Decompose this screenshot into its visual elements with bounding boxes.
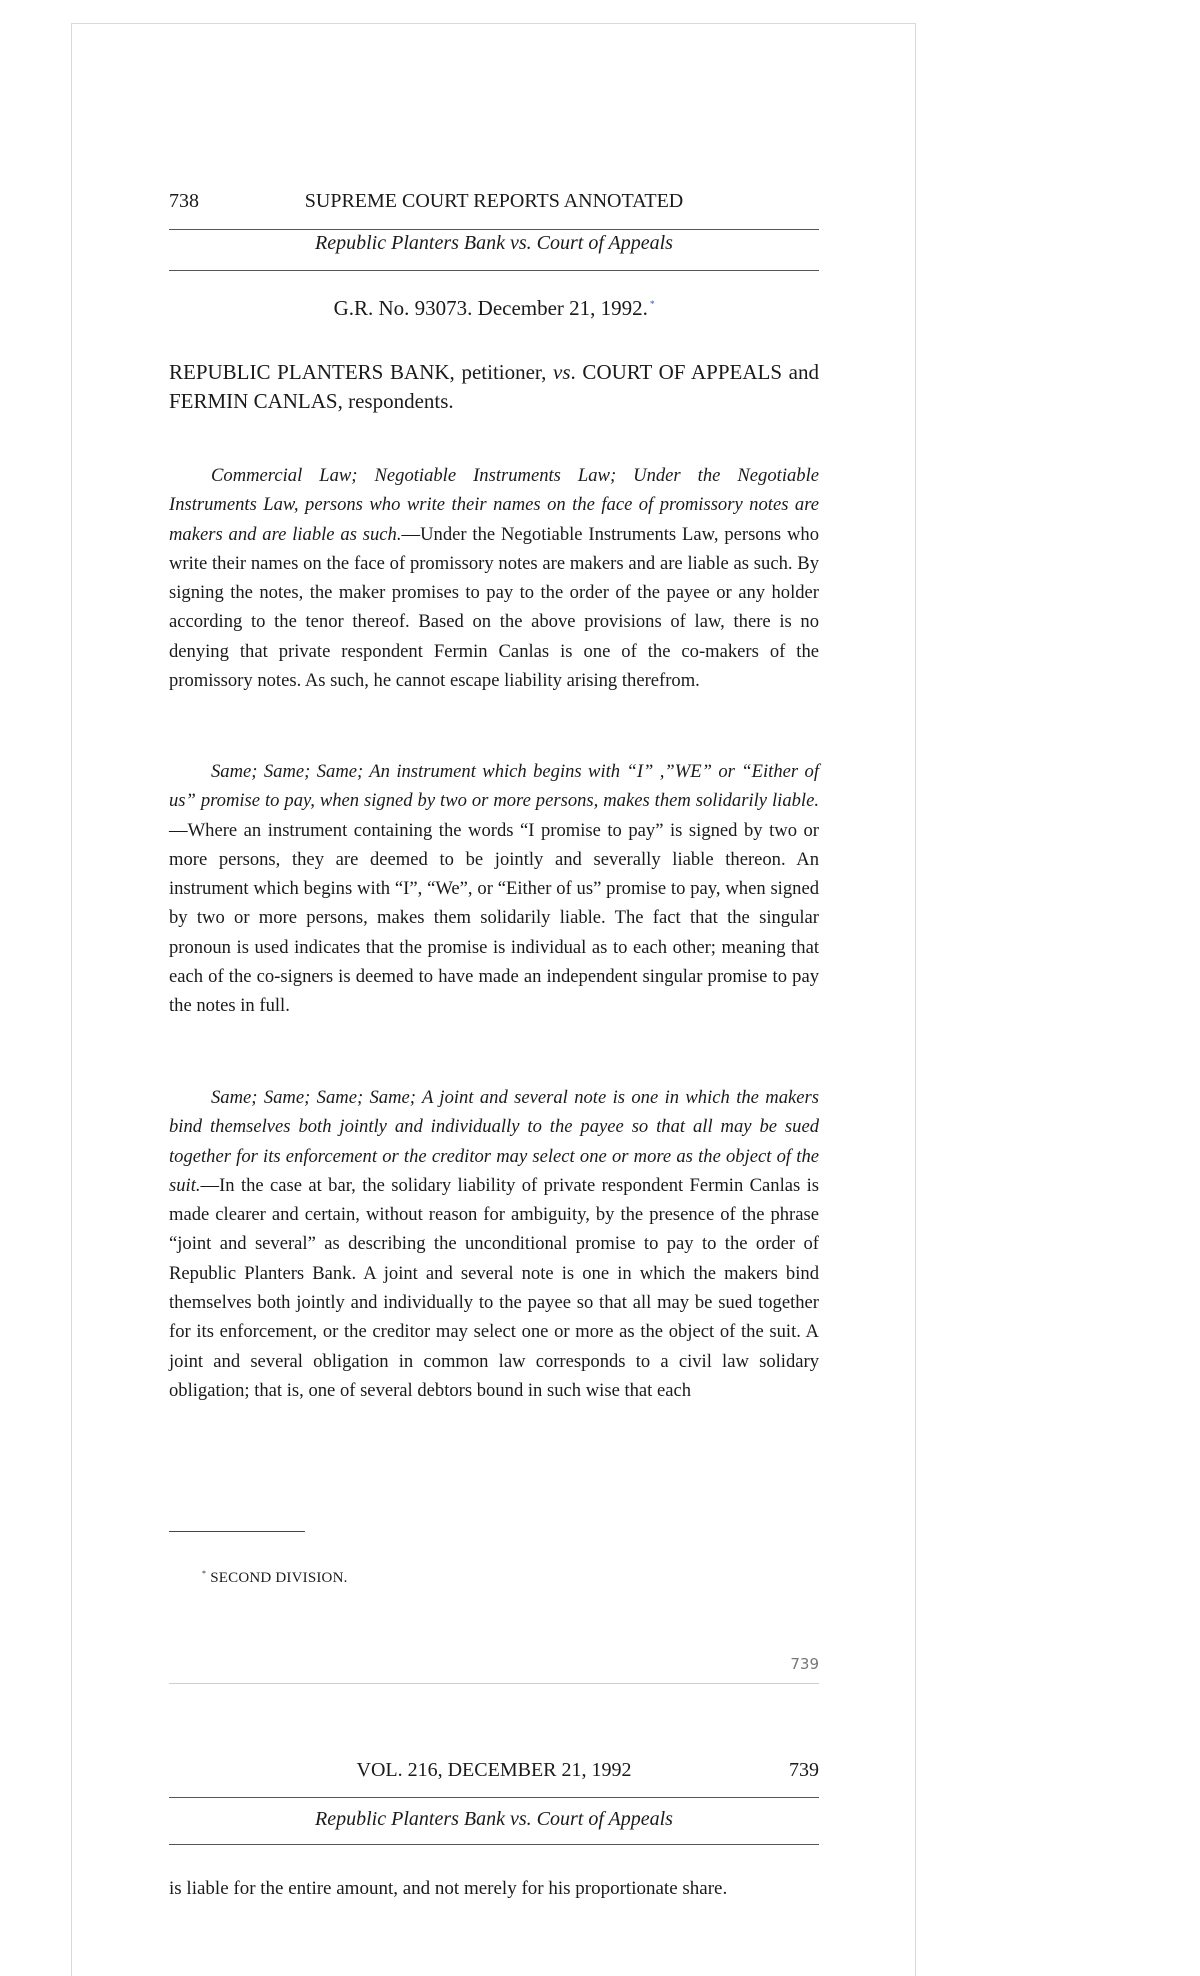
header-rule <box>169 1797 819 1798</box>
case-title: Republic Planters Bank vs. Court of Appeals <box>315 1808 673 1830</box>
header-rule <box>169 229 819 230</box>
case-parties: REPUBLIC PLANTERS BANK, petitioner, vs. COURT OF APPEALS and FERMIN CANLAS, respondents. <box>169 360 820 413</box>
running-header-738 <box>169 190 819 213</box>
running-title: VOL. 216, DECEMBER 21, 1992 <box>356 1759 632 1781</box>
footnote-reference[interactable]: * <box>649 299 655 309</box>
subheader-rule <box>169 1844 819 1845</box>
running-title: SUPREME COURT REPORTS ANNOTATED <box>304 190 684 212</box>
continuation-text: is liable for the entire amount, and not merely for his proportionate share. <box>169 1878 728 1899</box>
syllabus-paragraph: Commercial Law; Negotiable Instruments Law; Under the Negotiable Instruments Law, persons who write their names on the face of promissory notes are makers and are liable as such.—Under the Negotiable Instruments Law, persons who write their names on the face of promissory notes are makers and are liable as such. By signing the notes, the maker promises to pay to the order of the payee or any holder according to the tenor thereof. Based on the above provisions of law, there is no denying that private respondent Fermin Canlas is one of the co-makers of the promissory notes. As such, he cannot escape liability arising therefrom. <box>169 465 819 692</box>
page-number: 739 <box>789 1759 819 1781</box>
case-title: Republic Planters Bank vs. Court of Appeals <box>315 232 673 254</box>
footnote-rule <box>169 1531 305 1532</box>
gr-number: G.R. No. 93073. December 21, 1992. * <box>333 296 655 320</box>
page-break-marker: 739 <box>790 1655 819 1673</box>
subheader-rule <box>169 270 819 271</box>
page-number: 738 <box>169 190 199 212</box>
syllabus-paragraph: Same; Same; Same; Same; A joint and several note is one in which the makers bind themselves both jointly and individually to the payee so that all may be sued together for its enforcement or the creditor may select one or more as the object of the suit.—In the case at bar, the solidary liability of private respondent Fermin Canlas is made clearer and certain, without reason for ambiguity, by the presence of the phrase “joint and several” as describing the unconditional promise to pay to the order of Republic Planters Bank. A joint and several note is one in which the makers bind themselves both jointly and individually to the payee so that all may be sued together for its enforcement, or the creditor may select one or more as the object of the suit. A joint and several obligation in common law corresponds to a civil law solidary obligation; that is, one of several debtors bound in such wise that each <box>169 1087 819 1401</box>
running-header-739 <box>169 1759 819 1782</box>
footnote: * SECOND DIVISION. <box>202 1569 348 1586</box>
syllabus-paragraph: Same; Same; Same; An instrument which begins with “I” ,”WE” or “Either of us” promise to pay, when signed by two or more persons, makes them solidarily liable.—Where an instrument containing the words “I promise to pay” is signed by two or more persons, they are deemed to be jointly and severally liable thereon. An instrument which begins with “I”, “We”, or “Either of us” promise to pay, when signed by two or more persons, makes them solidarily liable. The fact that the singular pronoun is used indicates that the promise is individual as to each other; meaning that each of the co-signers is deemed to have made an independent singular promise to pay the notes in full. <box>169 761 819 1017</box>
page-separator <box>169 1683 819 1684</box>
